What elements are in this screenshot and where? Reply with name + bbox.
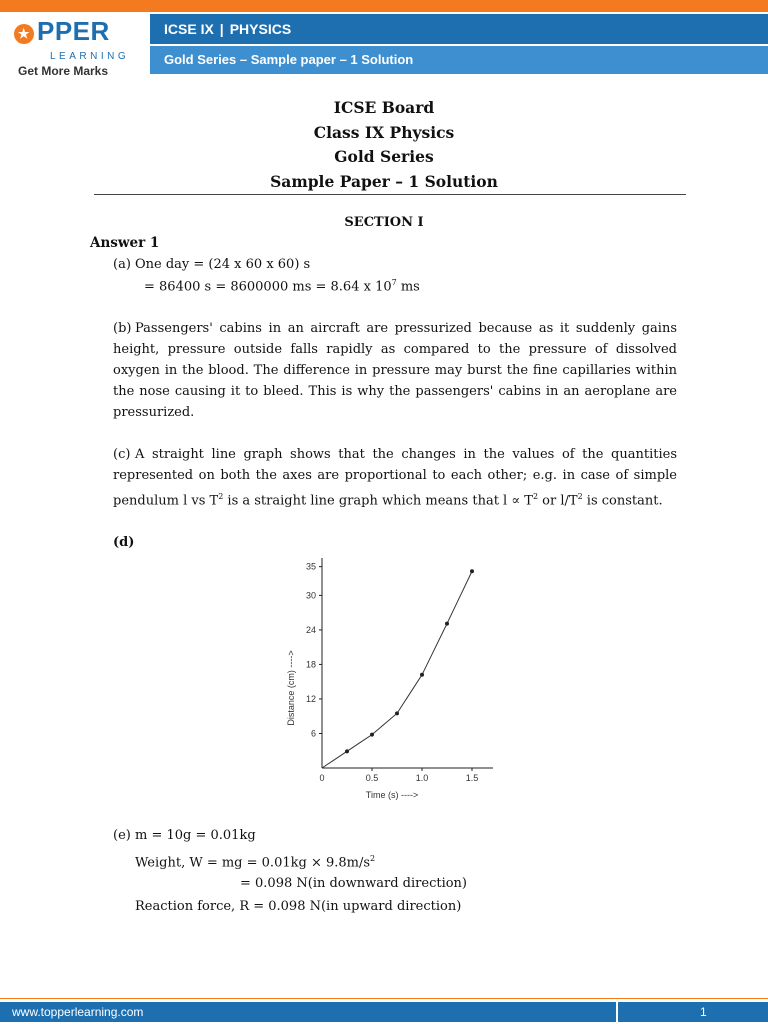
answer-b-text: Passengers' cabins in an aircraft are pressurized because as it suddenly gains height, pressure outside falls rapidly as compared to the pressure of dissolved oxygen in the blood. The difference in pressure may burst the fine capillaries within the nose causing it to bleed. This is why the passengers' cabins in an aeroplane are pressurized. xyxy=(113,321,677,420)
answer-e-line-3: = 0.098 N(in downward direction) xyxy=(240,876,467,891)
data-point xyxy=(445,622,449,626)
x-axis-label: Time (s) ----> xyxy=(365,790,419,800)
title-line-2: Class IX Physics xyxy=(313,122,455,142)
answer-heading: Answer 1 xyxy=(90,235,160,251)
data-point xyxy=(470,569,474,573)
y-tick-label: 12 xyxy=(305,693,316,704)
answer-e-mass: m = 10g = 0.01kg xyxy=(135,828,256,843)
answer-a-line-2 xyxy=(144,278,420,294)
subject-bar xyxy=(150,14,768,44)
answer-e-line-2 xyxy=(135,854,375,870)
title-divider xyxy=(94,194,686,195)
data-point xyxy=(395,711,399,715)
answer-c-sup-3: 2 xyxy=(577,492,583,501)
y-tick-label: 6 xyxy=(310,728,316,739)
answer-e-label: (e) xyxy=(113,828,131,843)
answer-c-text-1: A straight line graph shows that the changes in the values of the quantities represented on both the axes are proportional to each other; e.g. in case of simple pendulum l vs T xyxy=(113,447,677,509)
answer-a-line-1 xyxy=(113,257,310,272)
data-point xyxy=(345,749,349,753)
logo-brand xyxy=(14,18,134,53)
document-title xyxy=(0,96,768,194)
distance-time-graph xyxy=(278,552,493,807)
page-number: 1 xyxy=(700,1005,707,1019)
subject-label: PHYSICS xyxy=(229,21,292,37)
answer-c xyxy=(113,444,677,511)
footer-divider xyxy=(616,1002,618,1022)
answer-a-exponent: 7 xyxy=(391,278,397,287)
answer-c-text-2: is a straight line graph which means that l ∝ T xyxy=(223,493,533,509)
paper-title: Gold Series – Sample paper – 1 Solution xyxy=(164,52,414,67)
answer-d-label: (d) xyxy=(113,535,135,550)
y-tick-label: 24 xyxy=(305,624,316,635)
answer-c-label: (c) xyxy=(113,447,131,462)
answer-c-sup-1: 2 xyxy=(218,492,224,501)
section-heading: SECTION I xyxy=(344,215,424,230)
y-tick-label: 18 xyxy=(305,659,316,670)
answer-a-label: (a) xyxy=(113,257,131,272)
topper-logo[interactable] xyxy=(14,18,134,78)
answer-a-unit: ms xyxy=(396,279,420,295)
logo-star-icon: ★ xyxy=(14,24,34,44)
answer-c-text-3: or l/T xyxy=(538,493,578,509)
data-point xyxy=(420,673,424,677)
top-stripe xyxy=(0,0,768,12)
title-line-1: ICSE Board xyxy=(333,98,435,117)
x-tick-label: 1.0 xyxy=(415,773,429,783)
y-tick-label: 30 xyxy=(305,590,316,601)
title-line-3: Gold Series xyxy=(334,147,434,166)
separator: | xyxy=(219,21,224,37)
answer-b xyxy=(113,318,677,423)
answer-e-weight: Weight, W = mg = 0.01kg × 9.8m/s xyxy=(135,855,371,871)
data-point xyxy=(370,733,374,737)
y-tick-label: 35 xyxy=(305,561,316,572)
answer-c-sup-2: 2 xyxy=(532,492,539,501)
footer-bar xyxy=(0,1002,768,1022)
answer-e-exponent: 2 xyxy=(370,854,376,863)
logo-tagline: Get More Marks xyxy=(18,64,109,78)
course-label: ICSE IX xyxy=(164,21,214,37)
footer-url[interactable]: www.topperlearning.com xyxy=(12,1005,144,1019)
title-line-4: Sample Paper – 1 Solution xyxy=(270,171,498,191)
answer-e-line-4: Reaction force, R = 0.098 N(in upward direction) xyxy=(135,899,462,914)
paper-title-bar xyxy=(150,46,768,74)
answer-a-text: One day = (24 x 60 x 60) s xyxy=(135,257,311,272)
footer-rule xyxy=(0,998,768,999)
x-tick-label: 0.5 xyxy=(365,773,379,783)
distance-curve xyxy=(322,571,472,768)
y-axis-label: Distance (cm) ----> xyxy=(286,650,296,726)
x-tick-label: 1.5 xyxy=(465,773,479,783)
answer-b-label: (b) xyxy=(113,321,132,336)
answer-a-line2-text: = 86400 s = 8600000 ms = 8.64 x 10 xyxy=(144,279,392,295)
answer-e-line-1 xyxy=(113,828,256,843)
logo-brand-visible: PPER xyxy=(37,16,110,46)
logo-sub: LEARNING xyxy=(50,51,130,62)
x-tick-label: 0 xyxy=(319,773,325,783)
answer-c-text-4: is constant. xyxy=(582,493,663,509)
